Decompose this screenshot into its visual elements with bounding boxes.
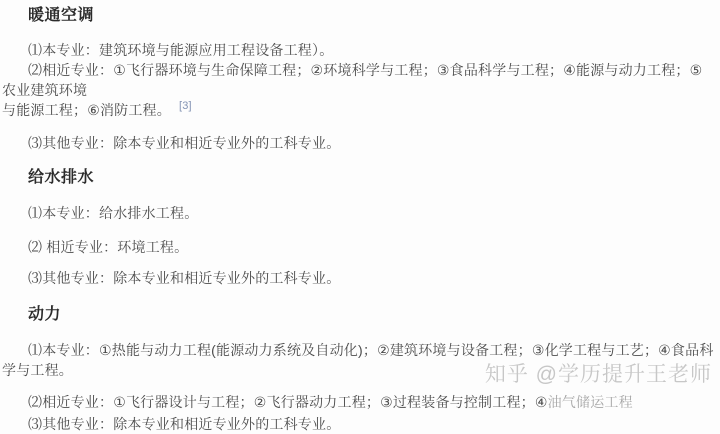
section-title-power: 动力 (28, 306, 62, 323)
hvac-related-major-paragraph (2, 60, 714, 120)
paragraph-text: ⑶其他专业：除本专业和相近专业外的工科专业。 (28, 270, 341, 286)
water-own-major-paragraph (2, 203, 714, 223)
hvac-own-major-paragraph (2, 40, 714, 60)
paragraph-text: ⑶其他专业：除本专业和相近专业外的工科专业。 (28, 135, 341, 151)
zhihu-watermark: 知乎 @学历提升王老师 (484, 363, 712, 386)
water-other-major-paragraph (2, 268, 714, 288)
power-related-major-paragraph (2, 392, 714, 412)
citation-link[interactable]: [3] (178, 100, 192, 112)
hvac-other-major-paragraph (2, 133, 714, 153)
paragraph-text (2, 392, 714, 412)
paragraph-text: ⑴本专业：①热能与动力工程(能源动力系统及自动化)；②建筑环境与设备工程；③化学工程与工艺；④食品科学与工程。 (2, 342, 714, 378)
paragraph-text-under-watermark: 油气储运工程 (547, 394, 633, 410)
section-title-water: 给水排水 (28, 169, 95, 186)
section-title-hvac: 暖通空调 (28, 7, 95, 24)
paragraph-text: ⑵相近专业：①飞行器环境与生命保障工程；②环境科学与工程；③食品科学与工程；④能源与动力工程；⑤农业建筑环境 (2, 62, 703, 98)
paragraph-text-wrapped (2, 100, 714, 120)
paragraph-text: 与能源工程；⑥消防工程。 (2, 102, 171, 118)
power-own-major-paragraph (2, 340, 714, 380)
paragraph-text: ⑶其他专业：除本专业和相近专业外的工科专业。 (28, 416, 341, 432)
water-related-major-paragraph (2, 237, 714, 257)
paragraph-text: ⑵ 相近专业：环境工程。 (28, 239, 189, 255)
paragraph-text: ⑴本专业：给水排水工程。 (28, 205, 199, 221)
power-other-major-paragraph (2, 414, 714, 434)
paragraph-text: ⑴本专业：建筑环境与能源应用工程设备工程）。 (28, 42, 334, 58)
paragraph-text: ⑵相近专业：①飞行器设计与工程；②飞行器动力工程；③过程装备与控制工程；④ (28, 394, 548, 410)
